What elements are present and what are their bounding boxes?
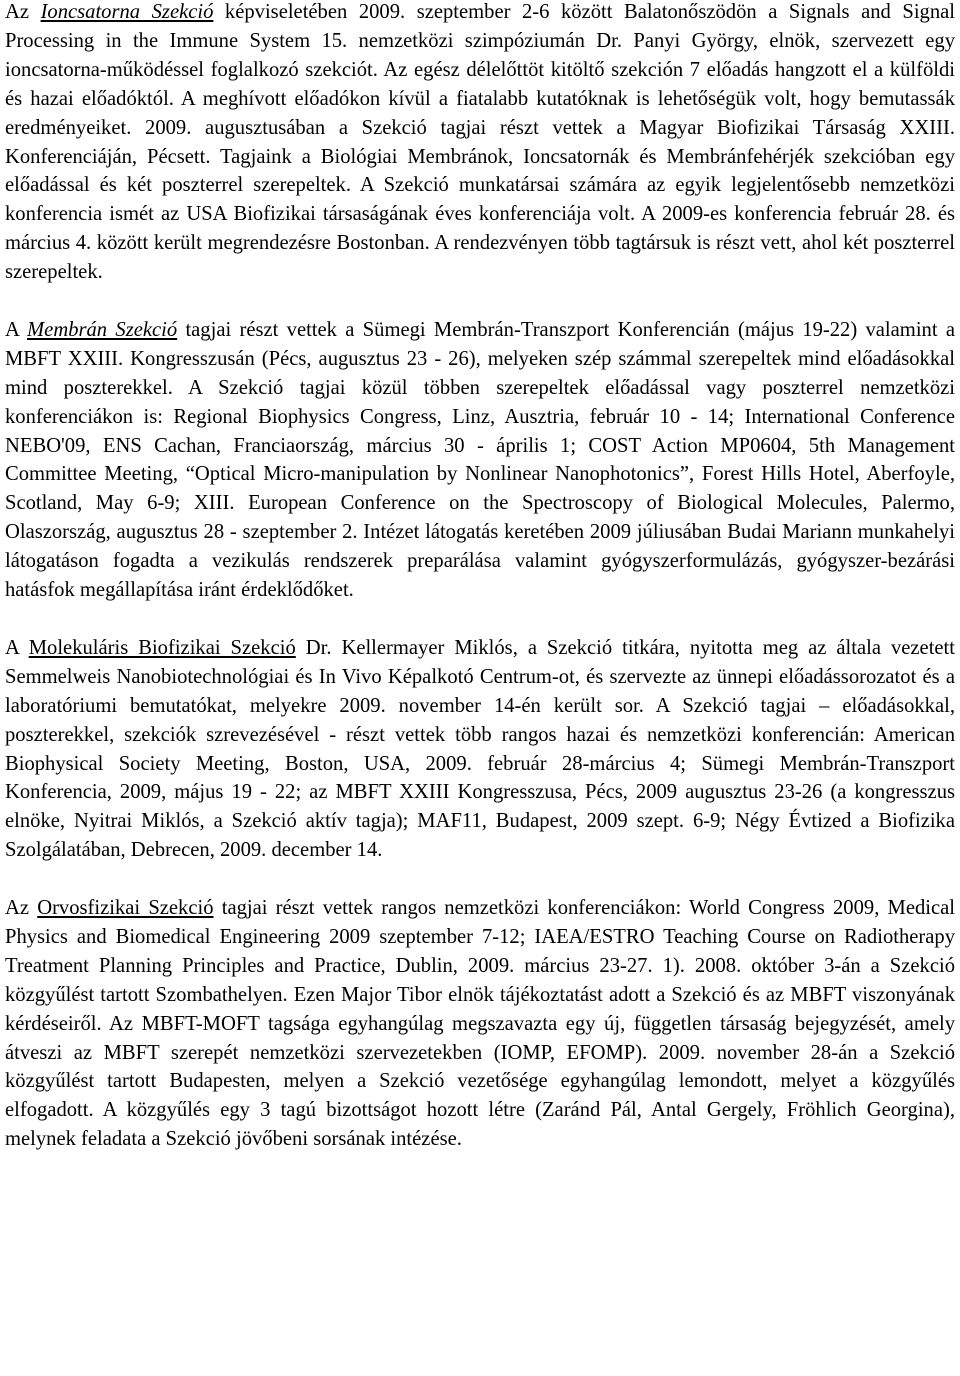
- paragraph-body: tagjai részt vettek rangos nemzetközi konferenciákon: World Congress 2009, Medical Physics and Biomedical Engineering 2009 szeptember 7-12; IAEA/ESTRO Teaching Course on Radiotherapy Treatment Planning Principles and Practice, Dublin, 2009. március 23-27. 1). 2008. október 3-án a Szekció közgyűlést tartott Szombathelyen. Ezen Major Tibor elnök tájékoztatást adott a Szekció és az MBFT viszonyának kérdéseiről. Az MBFT-MOFT tagsága egyhangúlag megszavazta egy új, független társaság bejegyzését, amely átveszi az MBFT szerepét nemzetközi szervezetekben (IOMP, EFOMP). 2009. november 28-án a Szekció közgyűlést tartott Budapesten, melyen a Szekció vezetősége egyhangúlag lemondott, melyet a közgyűlés elfogadott. A közgyűlés egy 3 tagú bizottságot hozott létre (Zaránd Pál, Antal Gergely, Fröhlich Georgina), melynek feladata a Szekció jövőbeni sorsának intézése.: [5, 897, 955, 1151]
- section-link-orvosfizikai[interactable]: Orvosfizikai Szekció: [37, 897, 214, 920]
- paragraph-body: tagjai részt vettek a Sümegi Membrán-Transzport Konferencián (május 19-22) valamint a MBFT XXIII. Kongresszusán (Pécs, augusztus 23 - 26), melyeken szép számmal szerepeltek mind előadásokkal mind poszterekkel. A Szekció tagjai közül többen szerepeltek előadással vagy poszterrel nemzetközi konferenciákon is: Regional Biophysics Congress, Linz, Ausztria, február 10 - 14; International Conference NEBO'09, ENS Cachan, Franciaország, március 30 - április 1; COST Action MP0604, 5th Management Committee Meeting, “Optical Micro-manipulation by Nonlinear Nanophotonics”, Forest Hills Hotel, Aberfoyle, Scotland, May 6-9; XIII. European Conference on the Spectroscopy of Biological Molecules, Palermo, Olaszország, augusztus 28 - szeptember 2. Intézet látogatás keretében 2009 júliusában Budai Mariann munkahelyi látogatáson fogadta a vezikulás rendszerek preparálása valamint gyógyszerformulázás, gyógyszer-bezárási hatásfok megállapítása iránt érdeklődőket.: [5, 318, 955, 602]
- paragraph-membran: [5, 316, 955, 605]
- paragraph-lead: A: [5, 318, 28, 341]
- paragraph-orvosfizikai: [5, 894, 955, 1154]
- section-link-ioncsatorna[interactable]: Ioncsatorna Szekció: [40, 1, 214, 23]
- paragraph-lead: Az: [5, 897, 38, 920]
- paragraph-body: képviseletében 2009. szeptember 2-6 között Balatonőszödön a Signals and Signal Processing in the Immune System 15. nemzetközi szimpóziumán Dr. Panyi György, elnök, szervezett egy ioncsatorna-működéssel foglalkozó szekciót. Az egész délelőttöt kitöltő szekción 7 előadás hangzott el a külföldi és hazai előadóktól. A meghívott előadókon kívül a fiatalabb kutatóknak is lehetőségük volt, hogy bemutassák eredményeiket. 2009. augusztusában a Szekció tagjai részt vettek a Magyar Biofizikai Társaság XXIII. Konferenciáján, Pécsett. Tagjaink a Biológiai Membránok, Ioncsatornák és Membránfehérjék szekcióban egy előadással és két poszterrel szerepeltek. A Szekció munkatársai számára az egyik legjelentősebb nemzetközi konferencia ismét az USA Biofizikai társaságának éves konferenciája volt. A 2009-es konferencia február 28. és március 4. között került megrendezésre Bostonban. A rendezvényen több tagtársuk is részt vett, ahol két poszterrel szerepeltek.: [5, 1, 955, 284]
- paragraph-lead: A: [5, 636, 29, 659]
- paragraph-molekularis: [5, 634, 955, 865]
- paragraph-ioncsatorna: [5, 0, 955, 287]
- paragraph-lead: Az: [5, 1, 41, 23]
- section-link-molekularis[interactable]: Molekuláris Biofizikai Szekció: [28, 636, 296, 659]
- paragraph-body: Dr. Kellermayer Miklós, a Szekció titkára, nyitotta meg az általa vezetett Semmelweis Nanobiotechnológiai és In Vivo Képalkotó Centrum-ot, és szervezte az ünnepi előadássorozatot és a laboratóriumi bemutatókat, melyekre 2009. november 14-én került sor. A Szekció tagjai – előadásokkal, poszterekkel, szekciók szrevezésével - részt vettek több rangos hazai és nemzetközi konferencián: American Biophysical Society Meeting, Boston, USA, 2009. február 28-március 4; Sümegi Membrán-Transzport Konferencia, 2009, május 19 - 22; az MBFT XXIII Kongresszusa, Pécs, 2009 augusztus 23-26 (a kongresszus elnöke, Nyitrai Miklós, a Szekció aktív tagja); MAF11, Budapest, 2009 szept. 6-9; Négy Évtized a Biofizika Szolgálatában, Debrecen, 2009. december 14.: [5, 636, 955, 862]
- section-link-membran[interactable]: Membrán Szekció: [27, 318, 178, 341]
